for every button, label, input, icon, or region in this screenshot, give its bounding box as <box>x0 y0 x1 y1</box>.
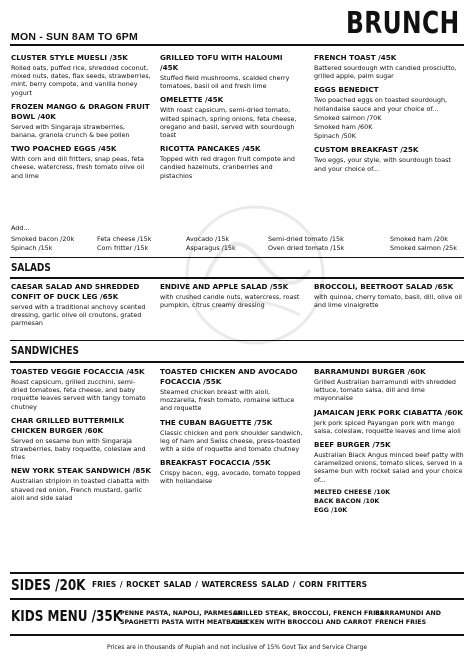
item-name: TOASTED CHICKEN AND AVOCADO FOCACCIA /55K <box>160 367 298 386</box>
menu-item <box>11 282 151 328</box>
benedict-option: Smoked ham /60K <box>314 123 373 132</box>
divider <box>10 634 464 636</box>
divider <box>10 572 464 574</box>
menu-item <box>160 418 303 454</box>
brunch-col-2 <box>160 53 303 185</box>
item-name: CHAR GRILLED BUTTERMILK CHICKEN BURGER /60K <box>11 415 125 435</box>
brunch-col-1 <box>11 53 151 185</box>
addon-item: Asparagus /15k <box>186 244 236 252</box>
sides-heading: SIDES /20K <box>11 576 86 594</box>
kids-item: SPAGHETTI PASTA WITH MEATBALLS <box>120 619 249 626</box>
salad-col-3 <box>314 282 464 314</box>
item-name: THE CUBAN BAGUETTE /75K <box>160 417 273 427</box>
item-name: TOASTED VEGGIE FOCACCIA /45K <box>11 367 145 376</box>
extra-option: EGG /10K <box>314 505 348 514</box>
section-heading-sandwiches: SANDWICHES <box>11 345 79 357</box>
item-desc: Australian striploin in toasted ciabatta with shaved red onion, French mustard, garlic aioli and side salad <box>11 477 149 502</box>
watermark-logo <box>170 200 340 350</box>
item-desc: Grilled Australian barramundi with shredded lettuce, tomato salsa, dill and lime mayonnaise <box>314 378 456 403</box>
addon-item: Feta cheese /15k <box>97 235 152 243</box>
extra-option: BACK BACON /10K <box>314 496 380 505</box>
extra-option: MELTED CHEESE /10K <box>314 487 391 496</box>
menu-item <box>11 144 151 180</box>
item-name: BEEF BURGER /75K <box>314 440 391 450</box>
divider <box>10 361 464 363</box>
item-name: BREAKFAST FOCACCIA /55K <box>160 458 271 468</box>
item-desc: Battered sourdough with candied prosciutto, grilled apple, palm sugar <box>314 64 457 81</box>
item-desc: with crushed candle nuts, watercress, roast pumpkin, citrus creamy dressing <box>160 293 300 310</box>
addon-item: Smoked bacon /20k <box>11 235 75 243</box>
section-heading-salads: SALADS <box>11 262 51 274</box>
kids-menu-heading: KIDS MENU /35K <box>11 607 123 625</box>
addon-item: Corn fritter /15k <box>97 244 149 252</box>
menu-item <box>314 408 464 435</box>
item-desc: Classic chicken and pork shoulder sandwich, leg of ham and Swiss cheese, press-toasted with a side of roquette and tomato chutney <box>160 428 303 454</box>
addon-item: Smoked ham /20k <box>390 235 448 243</box>
item-name: RICOTTA PANCAKES /45K <box>160 144 261 154</box>
item-name: ENDIVE AND APPLE SALAD /55K <box>160 282 289 291</box>
addon-item: Semi-dried tomato /15k <box>268 235 344 243</box>
menu-item <box>314 440 464 515</box>
item-name: CLUSTER STYLE MUESLI /35K <box>11 53 128 62</box>
item-name: CAESAR SALAD AND SHREDDED CONFIT OF DUCK LEG /65K <box>11 282 140 301</box>
item-desc: with quinoa, cherry tomato, basil, dill, olive oil and lime vinaigrette <box>314 293 462 310</box>
menu-item <box>314 85 464 140</box>
item-desc: Roast capsicum, grilled zucchini, semi-dried tomatoes, feta cheese, and baby roquette leaves served with tangy tomato chutney <box>11 378 146 411</box>
item-name: JAMAICAN JERK PORK CIABATTA /60K <box>314 407 463 417</box>
kids-col-1 <box>120 609 248 627</box>
addon-item: Avocado /15k <box>186 235 230 243</box>
menu-item <box>11 102 151 139</box>
kids-item: BARRAMUNDI AND FRENCH FRIES <box>375 610 442 626</box>
opening-hours: MON - SUN 8AM TO 6PM <box>11 31 138 43</box>
divider <box>10 257 464 258</box>
item-name: CUSTOM BREAKFAST /25K <box>314 145 419 155</box>
divider <box>10 598 464 600</box>
menu-item <box>160 53 303 90</box>
divider <box>10 277 464 279</box>
item-name: BROCCOLI, BEETROOT SALAD /65K <box>314 282 454 291</box>
item-name: NEW YORK STEAK SANDWICH /85K <box>11 466 151 476</box>
menu-item <box>11 53 151 97</box>
item-name: GRILLED TOFU WITH HALOUMI /45K <box>160 53 283 72</box>
item-desc: Rolled oats, puffed rice, shredded coconut, mixed nuts, dates, flax seeds, strawberries, mint, berry compote, and vanilla honey yogurt <box>11 64 151 97</box>
kids-item: PENNE PASTA, NAPOLI, PARMESAN <box>120 610 243 617</box>
item-desc: Crispy bacon, egg, avocado, tomato topped with hollandaise <box>160 469 301 486</box>
kids-col-3 <box>375 609 467 627</box>
addon-item: Smoked salmon /25k <box>390 244 457 252</box>
burger-extras <box>314 488 464 515</box>
item-name: OMELETTE /45K <box>160 95 224 105</box>
brunch-col-3 <box>314 53 464 178</box>
kids-item: CHICKEN WITH BROCCOLI AND CARROT <box>233 619 373 626</box>
item-desc: Stuffed field mushrooms, scalded cherry tomatoes, basil oil and fresh lime <box>160 74 290 91</box>
item-name: TWO POACHED EGGS /45K <box>11 144 117 154</box>
addon-item: Oven dried tomato /15k <box>268 244 345 252</box>
menu-item <box>314 145 464 172</box>
header-rule <box>10 44 464 46</box>
item-desc: Topped with red dragon fruit compote and candied hazelnuts, cranberries and pistachios <box>160 155 295 180</box>
item-desc: Australian Black Angus minced beef patty with caramelized onions, tomato slices, served in a sesame bun with rocket salad and your choice of... <box>314 451 464 484</box>
menu-item <box>314 367 464 403</box>
page-title: BRUNCH <box>346 6 460 41</box>
item-desc: Served on sesame bun with Singaraja strawberries, baby roquette, coleslaw and fries <box>11 436 146 462</box>
menu-item <box>11 466 151 502</box>
item-name: EGGS BENEDICT <box>314 85 379 95</box>
item-name: FRENCH TOAST /45K <box>314 53 397 62</box>
menu-item <box>160 282 303 309</box>
salad-col-2 <box>160 282 303 314</box>
item-desc: Jerk pork spiced Payangan pork with mango salsa, coleslaw, roquette leaves and lime aioli <box>314 418 461 435</box>
kids-item: GRILLED STEAK, BROCCOLI, FRENCH FRIES <box>233 610 385 617</box>
menu-item <box>11 416 151 462</box>
sandwich-col-2 <box>160 367 303 491</box>
item-desc: Two poached eggs on toasted sourdough, hollandaise sauce and your choice of... <box>314 96 448 113</box>
item-desc: served with a traditional anchovy scented dressing, garlic olive oil croutons, grated parmesan <box>11 303 146 328</box>
item-desc: Steamed chicken breast with aioli, mozzarella, fresh tomato, romaine lettuce and roquette <box>160 388 295 413</box>
addons-label: Add... <box>11 224 30 232</box>
addon-item: Spinach /15k <box>11 244 53 252</box>
menu-item <box>160 367 303 413</box>
menu-item <box>314 282 464 309</box>
kids-col-2 <box>233 609 384 627</box>
footer-note: Prices are in thousands of Rupiah and not inclusive of 15% Govt Tax and Service Charge <box>107 645 367 651</box>
menu-item <box>160 458 303 485</box>
divider <box>10 340 464 341</box>
benedict-option: Spinach /50K <box>314 132 356 141</box>
item-name: BARRAMUNDI BURGER /60K <box>314 367 426 376</box>
item-name: FROZEN MANGO & DRAGON FRUIT BOWL /40K <box>11 101 150 121</box>
benedict-option: Smoked salmon /70K <box>314 113 382 122</box>
item-desc: With corn and dill fritters, snap peas, feta cheese, watercress, fresh tomato olive oil and lime <box>11 155 145 180</box>
item-desc: Served with Singaraja strawberries, banana, granola crunch & bee pollen <box>11 122 130 140</box>
item-desc: Two eggs, your style, with sourdough toast and your choice of... <box>314 156 451 173</box>
sides-list: FRIES / ROCKET SALAD / WATERCRESS SALAD / CORN FRITTERS <box>92 580 368 589</box>
menu-item <box>11 367 151 411</box>
item-desc: With roast capsicum, semi-dried tomato, wilted spinach, spring onions, feta cheese, oregano and basil, served with sourdough toast <box>160 106 297 140</box>
menu-item <box>160 144 303 180</box>
sandwich-col-1 <box>11 367 151 507</box>
salad-col-1 <box>11 282 151 333</box>
menu-item <box>314 53 464 80</box>
sandwich-col-3 <box>314 367 464 520</box>
menu-item <box>160 95 303 139</box>
